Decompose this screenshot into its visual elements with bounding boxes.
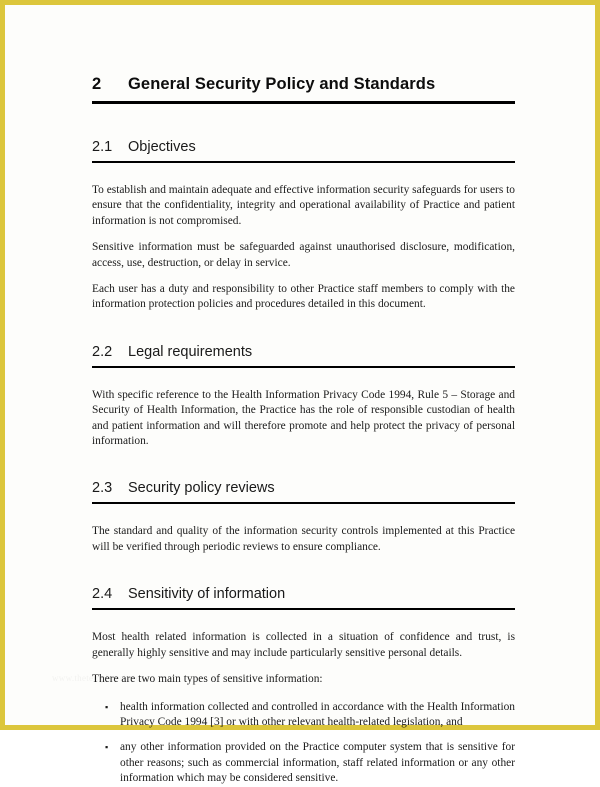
paragraph: With specific reference to the Health Information Privacy Code 1994, Rule 5 – Storage and Security of Health Information, the Practice has the role of responsible custodian of health and patient information and will therefore promote and help protect the privacy of personal information. bbox=[92, 388, 515, 448]
section-heading-2-1 bbox=[92, 139, 515, 161]
section-heading-block-2-3 bbox=[92, 480, 515, 504]
chapter-number: 2 bbox=[92, 75, 102, 93]
sensitive-information-list bbox=[92, 700, 515, 787]
spacer bbox=[92, 368, 515, 388]
bullet-marker: ▪ bbox=[105, 701, 109, 712]
spacer bbox=[92, 661, 515, 672]
paragraph: The standard and quality of the information security controls implemented at this Practice will be verified through periodic reviews to ensure compliance. bbox=[92, 525, 515, 553]
spacer bbox=[92, 229, 515, 240]
paragraph: There are two main types of sensitive information: bbox=[92, 673, 323, 686]
spacer bbox=[92, 163, 515, 183]
spacer bbox=[92, 555, 515, 586]
section-title: Legal requirements bbox=[128, 343, 253, 360]
spacer bbox=[92, 610, 515, 630]
section-number: 2.4 bbox=[92, 586, 113, 603]
spacer bbox=[92, 688, 515, 700]
section-number: 2.2 bbox=[92, 343, 113, 360]
section-heading-2-3 bbox=[92, 480, 515, 502]
section-heading-2-4 bbox=[92, 586, 515, 608]
list-item bbox=[92, 740, 515, 786]
section-heading-block-2-2 bbox=[92, 344, 515, 368]
list-item bbox=[92, 700, 515, 731]
chapter-heading bbox=[92, 75, 515, 101]
section-heading-block-2-1 bbox=[92, 139, 515, 163]
watermark bbox=[52, 673, 292, 683]
section-number: 2.1 bbox=[92, 139, 113, 155]
page-sheet bbox=[5, 5, 595, 785]
section-title: Sensitivity of information bbox=[128, 586, 286, 603]
list-item-text: any other information provided on the Practice computer system that is sensitive for other reasons; such as commercial information, staff related information or any other information which may be considered sensitive. bbox=[120, 741, 515, 785]
section-number: 2.3 bbox=[92, 480, 113, 497]
section-title: Security policy reviews bbox=[128, 480, 275, 497]
list-item-text: health information collected and controlled in accordance with the Health Information Privacy Code 1994 [3] or with other relevant health-related legislation, and bbox=[120, 700, 515, 728]
section-heading-block-2-4 bbox=[92, 586, 515, 610]
spacer bbox=[92, 449, 515, 480]
paragraph: Sensitive information must be safeguarded against unauthorised disclosure, modification, access, use, destruction, or delay in service. bbox=[92, 241, 515, 269]
paragraph: To establish and maintain adequate and effective information security safeguards for users to ensure that the confidentiality, integrity and operational availability of Practice and patient information is not compromised. bbox=[92, 184, 515, 227]
chapter-heading-block bbox=[92, 75, 515, 104]
section-heading-2-2 bbox=[92, 344, 515, 366]
spacer bbox=[92, 271, 515, 282]
spacer bbox=[92, 313, 515, 344]
spacer bbox=[92, 504, 515, 524]
chapter-title: General Security Policy and Standards bbox=[128, 75, 436, 93]
spacer bbox=[92, 104, 515, 139]
section-title: Objectives bbox=[128, 139, 196, 155]
paragraph: Most health related information is collected in a situation of confidence and trust, is generally highly sensitive and may include particularly sensitive personal details. bbox=[92, 631, 515, 659]
bullet-marker: ▪ bbox=[105, 742, 109, 753]
paragraph: Each user has a duty and responsibility to other Practice staff members to comply with the information protection policies and procedures detailed in this document. bbox=[92, 283, 515, 311]
